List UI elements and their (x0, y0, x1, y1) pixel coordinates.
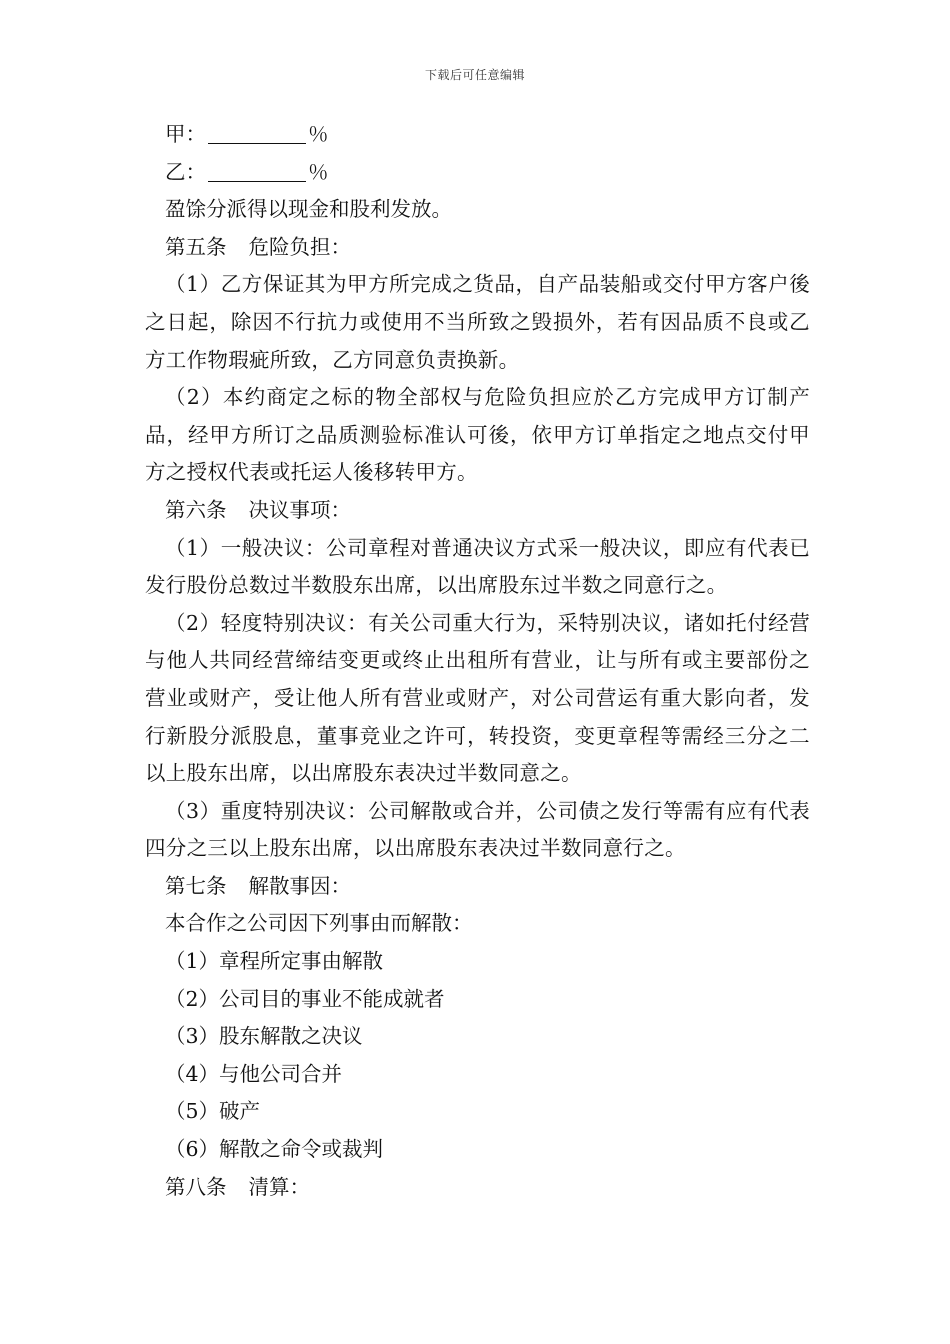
article-6-paragraph-3: （3）重度特别决议：公司解散或合并，公司债之发行等需有应有代表四分之三以上股东出席，以出席股东表决过半数同意行之。 (145, 798, 810, 861)
percent-sign-b: ％ (308, 159, 329, 184)
article-5-title: 第五条 (165, 234, 227, 259)
share-b-blank (208, 159, 306, 182)
list-item: （2）公司目的事业不能成就者 (165, 986, 445, 1011)
share-b-label: 乙： (165, 159, 206, 184)
share-a-label: 甲： (165, 122, 206, 146)
share-line-b (145, 154, 810, 192)
article-6-name: 决议事项： (248, 497, 351, 522)
list-item: （5）破产 (165, 1099, 261, 1124)
article-6-title: 第六条 (165, 497, 227, 522)
article-7-heading (145, 868, 810, 906)
article-7-name: 解散事因： (248, 873, 351, 898)
article-6-paragraph-2: （2）轻度特别决议：有关公司重大行为，采特别决议，诸如托付经营与他人共同经营缔结变更或终止出租所有营业，让与所有或主要部份之营业或财产，受让他人所有营业或财产，对公司营运有重大影向者，发行新股分派股息，董事竞业之许可，转投资，变更章程等需经三分之二以上股东出席，以出席股东表决过半数同意之。 (145, 610, 810, 786)
share-line-a (145, 116, 810, 154)
article-5-name: 危险负担： (248, 234, 351, 259)
profit-distribution-line: 盈馀分派得以现金和股利发放。 (165, 197, 452, 222)
article-8-title: 第八条 (165, 1174, 227, 1199)
article-6-paragraph-1: （1）一般决议：公司章程对普通决议方式采一般决议，即应有代表已发行股份总数过半数股东出席，以出席股东过半数之同意行之。 (145, 535, 810, 598)
document-body (145, 116, 810, 1206)
article-6-heading (145, 492, 810, 530)
article-7-intro: 本合作之公司因下列事由而解散： (165, 911, 473, 936)
page-header: 下载后可任意编辑 (424, 68, 525, 82)
article-5-heading (145, 229, 810, 267)
article-5-paragraph-2: （2）本约商定之标的物全部权与危险负担应於乙方完成甲方订制产品，经甲方所订之品质测验标准认可後，依甲方订单指定之地点交付甲方之授权代表或托运人後移转甲方。 (145, 385, 810, 485)
article-8-heading (145, 1169, 810, 1207)
article-7-title: 第七条 (165, 873, 227, 898)
share-a-blank (208, 121, 306, 144)
list-item: （1）章程所定事由解散 (165, 949, 384, 974)
list-item: （3）股东解散之决议 (165, 1024, 363, 1049)
percent-sign-a: ％ (308, 122, 329, 146)
list-item: （6）解散之命令或裁判 (165, 1137, 384, 1162)
article-8-name: 清算： (248, 1174, 310, 1199)
article-5-paragraph-1: （1）乙方保证其为甲方所完成之货品，自产品装船或交付甲方客户後之日起，除因不行抗力或使用不当所致之毁损外，若有因品质不良或乙方工作物瑕疵所致，乙方同意负责换新。 (145, 272, 810, 372)
list-item: （4）与他公司合并 (165, 1061, 343, 1086)
